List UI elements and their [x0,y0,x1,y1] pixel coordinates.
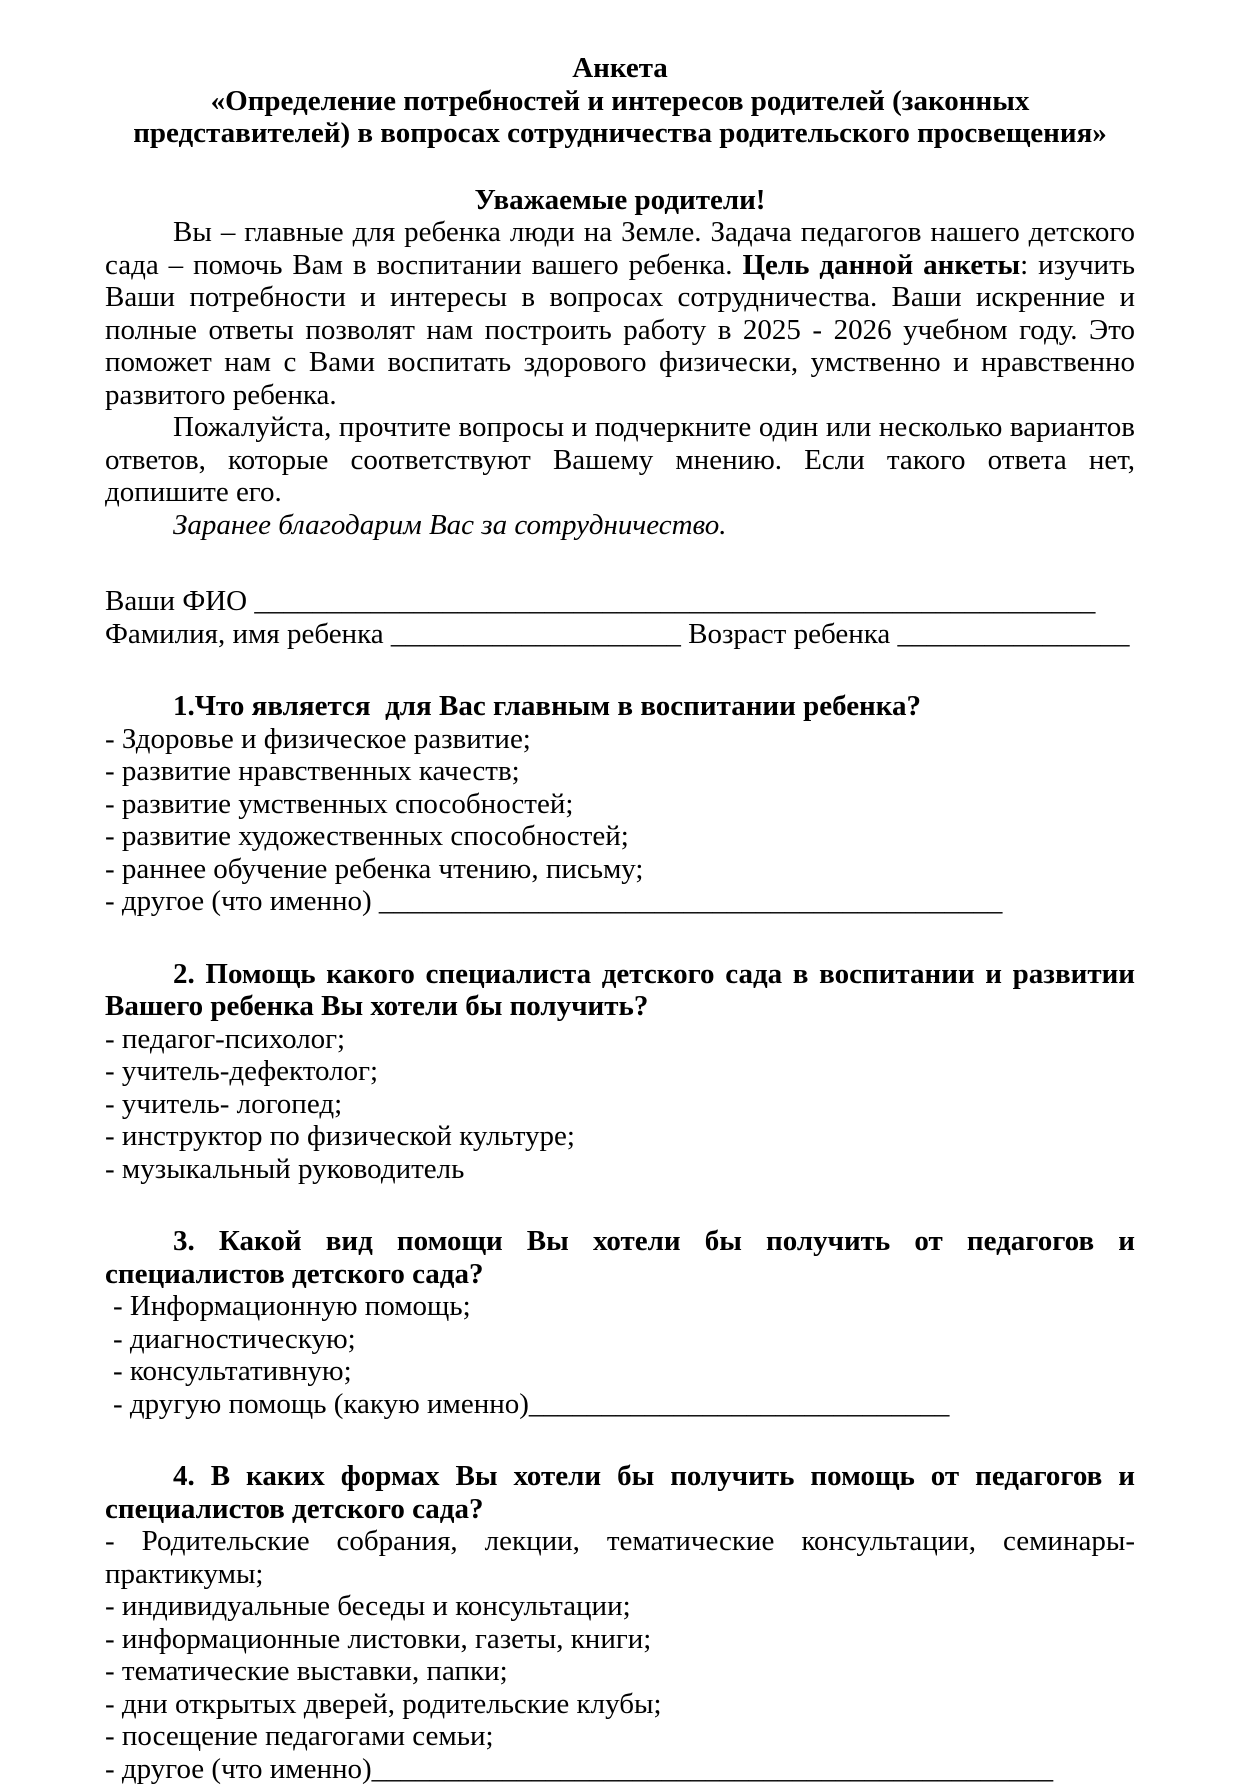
question-1 [105,690,1135,918]
question-option: - Информационную помощь; [105,1290,1135,1323]
child-age-label: Возраст ребенка [688,618,890,650]
child-age-blank-line: ________________ [897,618,1129,650]
question-option: - консультативную; [105,1355,1135,1388]
question-option: - Родительские собрания, лекции, тематические консультации, семинары-практикумы; [105,1525,1135,1590]
doc-subtitle: «Определение потребностей и интересов родителей (законных представителей) в вопросах сотрудничества родительского просвещения» [105,85,1135,150]
question-2-title: 2. Помощь какого специалиста детского сада в воспитании и развитии Вашего ребенка Вы хотели бы получить? [105,958,1135,1023]
intro-paragraph-1 [105,216,1135,411]
question-option: - инструктор по физической культуре; [105,1120,1135,1153]
question-4 [105,1460,1135,1785]
doc-title: Анкета [105,52,1135,85]
question-option: - тематические выставки, папки; [105,1655,1135,1688]
question-option: - развитие художественных способностей; [105,820,1135,853]
question-option: - музыкальный руководитель [105,1153,1135,1186]
question-3-title: 3. Какой вид помощи Вы хотели бы получить от педагогов и специалистов детского сада? [105,1225,1135,1290]
question-option: - педагог-психолог; [105,1023,1135,1056]
question-option: - раннее обучение ребенка чтению, письму; [105,853,1135,886]
question-option: - развитие нравственных качеств; [105,755,1135,788]
question-3 [105,1225,1135,1420]
personal-fields [105,585,1135,650]
question-option: - информационные листовки, газеты, книги; [105,1623,1135,1656]
question-option: - индивидуальные беседы и консультации; [105,1590,1135,1623]
question-1-other-option-with-blank: - другое (что именно) ___________________________________________ [105,885,1135,918]
question-option: - Здоровье и физическое развитие; [105,723,1135,756]
intro-paragraph-2: Пожалуйста, прочтите вопросы и подчеркните один или несколько вариантов ответов, которые соответствуют Вашему мнению. Если такого ответа нет, допишите его. [105,411,1135,509]
question-option: - диагностическую; [105,1323,1135,1356]
thanks-line: Заранее благодарим Вас за сотрудничество. [105,509,1135,542]
child-name-blank-line: ____________________ [391,618,681,650]
intro-text-before: Вы – главные для ребенка люди на Земле. Задача педагогов нашего детского сада – помочь Вам в воспитании вашего ребенка. [105,216,1135,281]
title-block [105,52,1135,150]
question-option: - учитель-дефектолог; [105,1055,1135,1088]
greeting-heading: Уважаемые родители! [105,184,1135,217]
fio-label: Ваши ФИО [105,585,247,617]
question-option: - посещение педагогами семьи; [105,1720,1135,1753]
child-name-label: Фамилия, имя ребенка [105,618,384,650]
intro-bold-phrase: Цель данной анкеты [742,249,1020,281]
question-2 [105,958,1135,1186]
child-line [105,618,1135,651]
question-4-other-option-with-blank: - другое (что именно)_______________________________________________ [105,1753,1135,1785]
question-1-title: 1.Что является для Вас главным в воспитании ребенка? [105,690,1135,723]
question-3-other-option-with-blank: - другую помощь (какую именно)_____________________________ [105,1388,1135,1421]
fio-blank-line: __________________________________________________________ [254,585,1095,617]
question-option: - дни открытых дверей, родительские клубы; [105,1688,1135,1721]
question-4-title: 4. В каких формах Вы хотели бы получить помощь от педагогов и специалистов детского сада? [105,1460,1135,1525]
question-option: - учитель- логопед; [105,1088,1135,1121]
intro-text-after: : изучить Ваши потребности и интересы в вопросах сотрудничества. Ваши искренние и полные ответы позволят нам построить работу в 2025 - 2026 учебном году. Это поможет нам с Вами воспитать здорового физически, умственно и нравственно развитого ребенка. [105,249,1135,411]
question-option: - развитие умственных способностей; [105,788,1135,821]
fio-line [105,585,1135,618]
